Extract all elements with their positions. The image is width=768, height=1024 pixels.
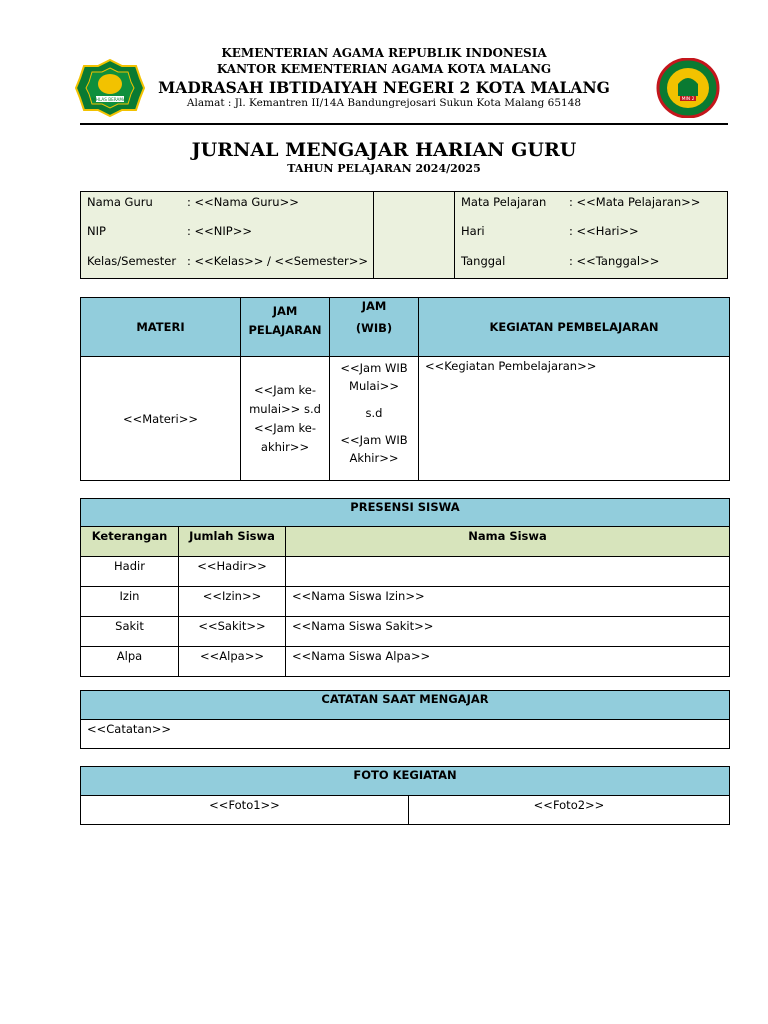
kegiatan-cell: <<Kegiatan Pembelajaran>> bbox=[419, 357, 730, 481]
office-name: KANTOR KEMENTERIAN AGAMA KOTA MALANG bbox=[216, 62, 552, 76]
wib-line3: <<Jam WIB bbox=[340, 433, 408, 447]
materi-header: MATERI bbox=[81, 298, 241, 357]
letterhead-divider bbox=[80, 123, 728, 125]
tanggal-label: Tanggal bbox=[461, 254, 506, 268]
jam-wib-header-line2: (WIB) bbox=[355, 321, 393, 335]
jam-pelajaran-header-line1: JAM bbox=[272, 304, 298, 318]
jam-pel-line1: <<Jam ke- bbox=[253, 382, 317, 397]
foto-title-row bbox=[81, 767, 730, 796]
foto1-cell: <<Foto1>> bbox=[81, 796, 409, 825]
catatan-title: CATATAN SAAT MENGAJAR bbox=[81, 691, 730, 720]
nip-label: NIP bbox=[87, 224, 106, 238]
jam-wib-header bbox=[330, 298, 419, 357]
jam-pelajaran-cell bbox=[241, 357, 330, 481]
nama-cell: <<Nama Siswa Sakit>> bbox=[286, 617, 730, 647]
jam-pel-line2: mulai>> s.d bbox=[249, 401, 321, 416]
info-divider-2 bbox=[454, 192, 455, 278]
keterangan-cell: Izin bbox=[81, 587, 179, 617]
mata-pelajaran-label: Mata Pelajaran bbox=[461, 195, 547, 209]
wib-sd: s.d bbox=[365, 406, 383, 420]
nip-value: : <<NIP>> bbox=[187, 224, 253, 238]
nama-cell: <<Nama Siswa Izin>> bbox=[286, 587, 730, 617]
catatan-table bbox=[80, 690, 730, 749]
tanggal-value: : <<Tanggal>> bbox=[569, 254, 660, 268]
foto-title: FOTO KEGIATAN bbox=[81, 767, 730, 796]
lesson-header-row bbox=[81, 298, 730, 357]
nama-cell: <<Nama Siswa Alpa>> bbox=[286, 647, 730, 677]
kelas-semester-label: Kelas/Semester bbox=[87, 254, 177, 268]
jumlah-cell: <<Hadir>> bbox=[179, 557, 286, 587]
hari-value: : <<Hari>> bbox=[569, 224, 639, 238]
ministry-name: KEMENTERIAN AGAMA REPUBLIK INDONESIA bbox=[221, 46, 547, 60]
svg-text:MIN 2: MIN 2 bbox=[681, 97, 695, 102]
nama-guru-value: : <<Nama Guru>> bbox=[187, 195, 299, 209]
catatan-content-row bbox=[81, 720, 730, 749]
foto2-cell: <<Foto2>> bbox=[409, 796, 730, 825]
presensi-title: PRESENSI SISWA bbox=[81, 499, 730, 527]
info-divider-1 bbox=[373, 192, 374, 278]
school-name: MADRASAH IBTIDAIYAH NEGERI 2 KOTA MALANG bbox=[158, 78, 610, 97]
jam-wib-cell bbox=[330, 357, 419, 481]
mata-pelajaran-value: : <<Mata Pelajaran>> bbox=[569, 195, 701, 209]
presensi-row-sakit bbox=[81, 617, 730, 647]
hari-label: Hari bbox=[461, 224, 485, 238]
info-box bbox=[80, 191, 728, 279]
wib-line1: <<Jam WIB bbox=[340, 361, 408, 375]
foto-table bbox=[80, 766, 730, 825]
jumlah-cell: <<Izin>> bbox=[179, 587, 286, 617]
jam-pel-line3: <<Jam ke- bbox=[253, 420, 317, 435]
keterangan-header: Keterangan bbox=[81, 527, 179, 557]
jam-wib-header-line1: JAM bbox=[361, 299, 387, 313]
nama-guru-label: Nama Guru bbox=[87, 195, 153, 209]
academic-year: TAHUN PELAJARAN 2024/2025 bbox=[287, 162, 481, 175]
nama-siswa-header: Nama Siswa bbox=[286, 527, 730, 557]
school-address: Alamat : Jl. Kemantren II/14A Bandungrejosari Sukun Kota Malang 65148 bbox=[186, 97, 582, 109]
presensi-row-alpa bbox=[81, 647, 730, 677]
presensi-table bbox=[80, 498, 730, 677]
presensi-title-row bbox=[81, 499, 730, 527]
kegiatan-header: KEGIATAN PEMBELAJARAN bbox=[419, 298, 730, 357]
wib-line4: Akhir>> bbox=[349, 451, 399, 465]
presensi-row-izin bbox=[81, 587, 730, 617]
jumlah-siswa-header: Jumlah Siswa bbox=[179, 527, 286, 557]
page-title: JURNAL MENGAJAR HARIAN GURU bbox=[191, 139, 577, 161]
wib-line2: Mulai>> bbox=[349, 379, 399, 393]
keterangan-cell: Alpa bbox=[81, 647, 179, 677]
catatan-title-row bbox=[81, 691, 730, 720]
svg-text:IKHLAS BERAMAL: IKHLAS BERAMAL bbox=[91, 97, 129, 102]
presensi-row-hadir bbox=[81, 557, 730, 587]
jumlah-cell: <<Sakit>> bbox=[179, 617, 286, 647]
nama-cell bbox=[286, 557, 730, 587]
presensi-header-row bbox=[81, 527, 730, 557]
jam-pel-line4: akhir>> bbox=[260, 439, 310, 454]
lesson-table bbox=[80, 297, 730, 481]
catatan-cell: <<Catatan>> bbox=[81, 720, 730, 749]
jumlah-cell: <<Alpa>> bbox=[179, 647, 286, 677]
materi-cell: <<Materi>> bbox=[81, 357, 241, 481]
jam-pelajaran-header-line2: PELAJARAN bbox=[248, 323, 322, 337]
foto-content-row bbox=[81, 796, 730, 825]
lesson-content-row bbox=[81, 357, 730, 481]
jam-pelajaran-header bbox=[241, 298, 330, 357]
keterangan-cell: Hadir bbox=[81, 557, 179, 587]
kelas-semester-value: : <<Kelas>> / <<Semester>> bbox=[187, 254, 369, 268]
keterangan-cell: Sakit bbox=[81, 617, 179, 647]
